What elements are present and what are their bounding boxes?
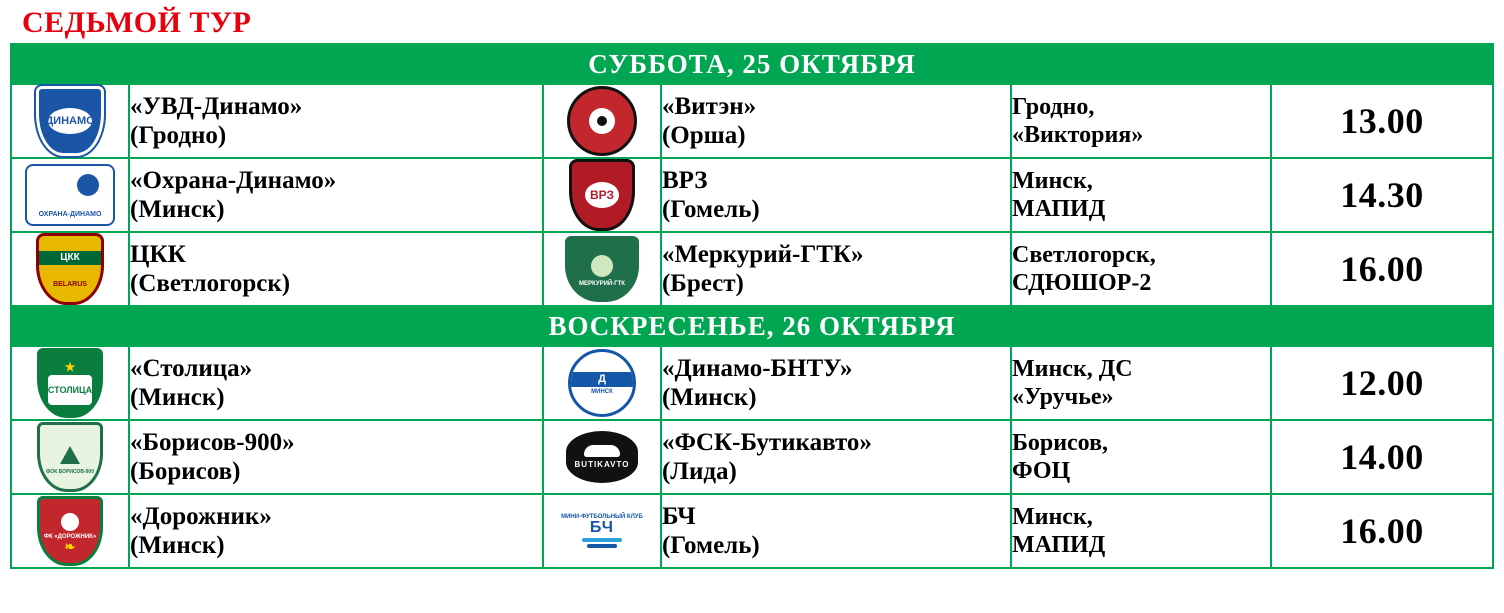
home-logo-cell — [11, 494, 129, 568]
ckk-svetlogorsk-logo-icon — [36, 233, 104, 305]
logo-text: ЦКК — [39, 251, 101, 265]
home-team-city: (Минск) — [130, 196, 225, 223]
logo-text: ФК «ДОРОЖНИК» — [43, 533, 97, 540]
away-team-name: «Витэн» — [661, 92, 757, 120]
away-team-city: (Гомель) — [661, 532, 760, 559]
leaf-icon: ❧ — [64, 538, 76, 554]
away-team-city: (Минск) — [661, 384, 757, 411]
car-icon — [584, 445, 620, 457]
venue-cell — [1011, 346, 1271, 420]
venue-line-2: МАПИД — [1011, 196, 1106, 222]
star-icon: ★ — [64, 360, 76, 374]
table-row — [11, 158, 1493, 232]
home-team-name: «Борисов-900» — [130, 428, 295, 456]
away-team-name: БЧ — [661, 502, 696, 530]
home-team-city: (Минск) — [130, 384, 225, 411]
away-logo-cell — [543, 232, 661, 306]
home-team-name: «Дорожник» — [130, 502, 272, 530]
table-row — [11, 420, 1493, 494]
home-team-cell — [129, 84, 543, 158]
home-team-name: ЦКК — [130, 240, 186, 268]
home-team-city: (Борисов) — [130, 458, 241, 485]
away-team-cell — [661, 232, 1011, 306]
home-team-name: «Столица» — [130, 354, 253, 382]
logo-text: ОХРАНА-ДИНАМО — [38, 211, 102, 218]
logo-subtext: BELARUS — [53, 280, 87, 288]
logo-subtext: МИНИ-ФУТБОЛЬНЫЙ КЛУБ — [561, 514, 643, 520]
venue-line-1: Борисов, — [1011, 429, 1109, 456]
away-team-name: «ФСК-Бутикавто» — [661, 428, 872, 456]
match-time: 16.00 — [1271, 494, 1493, 568]
dorozhnik-minsk-logo-icon — [37, 496, 103, 566]
home-logo-cell — [11, 420, 129, 494]
stolitsa-minsk-logo-icon — [37, 348, 103, 418]
merkuriy-gtk-brest-logo-icon — [565, 236, 639, 302]
schedule-table — [10, 43, 1494, 569]
match-time: 12.00 — [1271, 346, 1493, 420]
venue-cell — [1011, 494, 1271, 568]
away-team-cell — [661, 84, 1011, 158]
away-team-cell — [661, 158, 1011, 232]
venue-line-2: «Уручье» — [1011, 384, 1114, 410]
logo-text: СТОЛИЦА — [48, 375, 92, 405]
logo-text: Д — [571, 372, 633, 387]
venue-line-1: Гродно, — [1011, 93, 1095, 120]
day-header-row — [11, 44, 1493, 84]
day-header-sunday: ВОСКРЕСЕНЬЕ, 26 ОКТЯБРЯ — [11, 306, 1493, 346]
logo-text: ВРЗ — [585, 182, 619, 208]
logo-text: ФОК БОРИСОВ-900 — [45, 468, 94, 475]
venue-line-2: «Виктория» — [1011, 122, 1144, 148]
venue-line-2: МАПИД — [1011, 532, 1106, 558]
tower-shape — [60, 446, 80, 464]
venue-line-1: Светлогорск, — [1011, 241, 1156, 268]
football-icon — [77, 174, 99, 196]
fsk-butikavto-lida-logo-icon — [566, 431, 638, 483]
table-row — [11, 346, 1493, 420]
match-time: 16.00 — [1271, 232, 1493, 306]
venue-line-2: СДЮШОР-2 — [1011, 270, 1152, 296]
table-row — [11, 494, 1493, 568]
wave-shape — [587, 544, 617, 548]
table-row — [11, 84, 1493, 158]
home-team-cell — [129, 420, 543, 494]
away-team-city: (Орша) — [661, 122, 746, 149]
home-team-cell — [129, 494, 543, 568]
away-team-city: (Брест) — [661, 270, 744, 297]
day-header-row — [11, 306, 1493, 346]
match-time: 14.30 — [1271, 158, 1493, 232]
uvd-dinamo-grodno-logo-icon — [36, 86, 104, 156]
logo-subtext: МИНСК — [591, 388, 613, 395]
away-logo-cell — [543, 84, 661, 158]
away-team-cell — [661, 346, 1011, 420]
borisov-900-logo-icon — [37, 422, 103, 492]
home-logo-cell — [11, 346, 129, 420]
viten-orsha-logo-icon — [567, 86, 637, 156]
away-team-name: ВРЗ — [661, 166, 708, 194]
football-icon — [589, 108, 615, 134]
home-team-cell — [129, 232, 543, 306]
table-row — [11, 232, 1493, 306]
venue-line-1: Минск, — [1011, 167, 1093, 194]
venue-line-1: Минск, ДС — [1011, 355, 1133, 382]
home-team-cell — [129, 346, 543, 420]
ohrana-dinamo-minsk-logo-icon — [25, 164, 115, 226]
football-icon — [591, 255, 613, 277]
home-logo-cell — [11, 158, 129, 232]
venue-line-1: Минск, — [1011, 503, 1093, 530]
away-logo-cell — [543, 346, 661, 420]
home-team-city: (Минск) — [130, 532, 225, 559]
day-header-saturday: СУББОТА, 25 ОКТЯБРЯ — [11, 44, 1493, 84]
away-team-cell — [661, 494, 1011, 568]
home-team-name: «Охрана-Динамо» — [130, 166, 337, 194]
logo-text: ДИНАМО — [48, 108, 92, 134]
away-team-city: (Гомель) — [661, 196, 760, 223]
page-title: СЕДЬМОЙ ТУР — [22, 6, 252, 39]
away-team-cell — [661, 420, 1011, 494]
logo-text: BUTIKAVTO — [574, 460, 630, 469]
venue-cell — [1011, 158, 1271, 232]
away-team-name: «Меркурий-ГТК» — [661, 240, 864, 268]
away-team-name: «Динамо-БНТУ» — [661, 354, 853, 382]
away-logo-cell — [543, 158, 661, 232]
home-team-city: (Светлогорск) — [130, 270, 291, 297]
bch-gomel-logo-icon — [559, 503, 645, 559]
away-logo-cell — [543, 420, 661, 494]
home-team-city: (Гродно) — [130, 122, 227, 149]
home-team-name: «УВД-Динамо» — [130, 92, 303, 120]
venue-line-2: ФОЦ — [1011, 458, 1071, 484]
away-team-city: (Лида) — [661, 458, 737, 485]
home-logo-cell — [11, 84, 129, 158]
venue-cell — [1011, 420, 1271, 494]
home-logo-cell — [11, 232, 129, 306]
home-team-cell — [129, 158, 543, 232]
away-logo-cell — [543, 494, 661, 568]
football-icon — [61, 513, 79, 531]
vrz-gomel-logo-icon — [569, 159, 635, 231]
logo-text: БЧ — [589, 519, 615, 536]
wave-shape — [582, 538, 622, 542]
venue-cell — [1011, 232, 1271, 306]
logo-text: МЕРКУРИЙ-ГТК — [579, 281, 625, 287]
venue-cell — [1011, 84, 1271, 158]
dinamo-bntu-minsk-logo-icon — [568, 349, 636, 417]
match-time: 13.00 — [1271, 84, 1493, 158]
match-time: 14.00 — [1271, 420, 1493, 494]
